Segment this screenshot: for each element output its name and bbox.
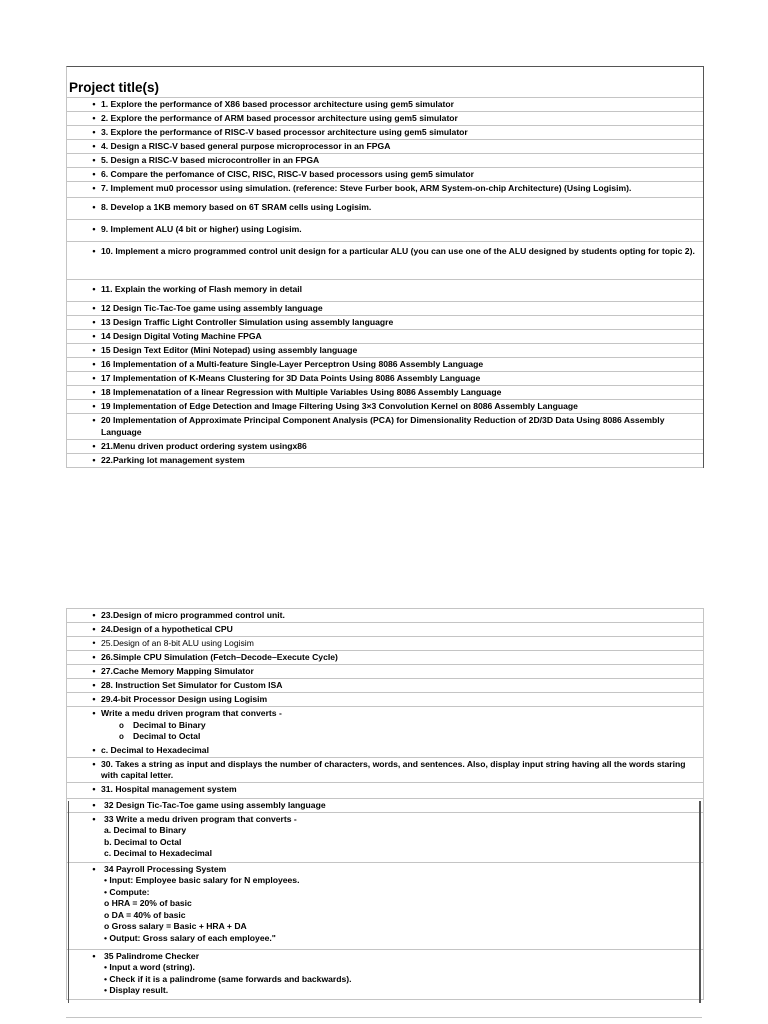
sub-item-text: • Input a word (string).	[104, 962, 195, 972]
bullet-icon: •	[92, 624, 96, 634]
list-item-text: 21.Menu driven product ordering system usingx86	[101, 441, 307, 451]
bullet-icon: •	[92, 799, 96, 810]
list-item	[67, 126, 703, 140]
list-item-text: 18 Implemenatation of a linear Regression with Multiple Variables Using 8086 Assembly Language	[101, 387, 502, 397]
sub-item-text: • Check if it is a palindrome (same forwards and backwards).	[104, 973, 352, 984]
empty-table-row	[66, 1003, 702, 1018]
list-item-text: 3. Explore the performance of RISC-V based processor architecture using gem5 simulator	[101, 127, 468, 137]
bullet-icon: •	[92, 155, 96, 165]
bullet-icon: •	[92, 359, 96, 369]
list-item	[67, 98, 703, 112]
list-item-text: 25.Design of an 8-bit ALU using Logisim	[101, 638, 254, 648]
list-item	[67, 358, 703, 372]
list-item-hex	[67, 744, 703, 758]
sub-item-text: Decimal to Binary	[133, 719, 206, 730]
list-item	[67, 198, 703, 220]
list-item-text: 1. Explore the performance of X86 based processor architecture using gem5 simulator	[101, 99, 454, 109]
list-item-text: 19 Implementation of Edge Detection and Image Filtering Using 3×3 Convolution Kernel on 8086 Assembly Language	[101, 401, 578, 411]
circle-bullet-icon: o	[119, 720, 124, 730]
sub-item-text: b. Decimal to Octal	[104, 836, 182, 847]
list-item-text: 2. Explore the performance of ARM based processor architecture using gem5 simulator	[101, 113, 458, 123]
list-item-text: 9. Implement ALU (4 bit or higher) using Logisim.	[101, 224, 302, 234]
list-item	[67, 330, 703, 344]
list-item-text: c. Decimal to Hexadecimal	[101, 745, 209, 755]
list-item-text: 6. Compare the perfomance of CISC, RISC, RISC-V based processors using gem5 simulator	[101, 169, 474, 179]
bullet-icon: •	[92, 441, 96, 451]
bullet-icon: •	[92, 224, 96, 234]
list-item-text: Write a medu driven program that converts -	[101, 708, 282, 718]
project-titles-heading: Project title(s)	[67, 67, 703, 98]
list-item	[67, 440, 703, 454]
project-list-1	[67, 98, 703, 468]
bullet-icon: •	[92, 680, 96, 690]
bullet-icon: •	[92, 169, 96, 179]
list-item-text: 11. Explain the working of Flash memory in detail	[101, 284, 303, 294]
bullet-icon: •	[92, 708, 96, 718]
list-item-text: 27.Cache Memory Mapping Simulator	[101, 666, 254, 676]
list-item	[67, 168, 703, 182]
bullet-icon: •	[92, 183, 96, 193]
bullet-icon: •	[92, 113, 96, 123]
bullet-icon: •	[92, 638, 96, 648]
sub-item-text: a. Decimal to Binary	[104, 825, 187, 835]
list-item	[67, 140, 703, 154]
bullet-icon: •	[92, 246, 96, 256]
sub-item-text: o DA = 40% of basic	[104, 909, 186, 920]
list-item	[67, 112, 703, 126]
list-item	[67, 414, 703, 440]
list-item	[67, 609, 703, 623]
list-item-text: 22.Parking lot management system	[101, 455, 245, 465]
sub-item-text: o Gross salary = Basic + HRA + DA	[104, 921, 247, 931]
list-item-34	[67, 863, 703, 950]
bullet-icon: •	[92, 813, 96, 824]
sub-item-text: • Output: Gross salary of each employee."	[104, 932, 276, 943]
bullet-icon: •	[92, 950, 96, 961]
list-item-text: 16 Implementation of a Multi-feature Single-Layer Perceptron Using 8086 Assembly Language	[101, 359, 484, 369]
list-item-text: 10. Implement a micro programmed control unit design for a particular ALU (you can use one of the ALU designed by students opting for topic 2).	[101, 246, 695, 256]
list-item	[67, 302, 703, 316]
bullet-icon: •	[92, 345, 96, 355]
list-item	[67, 154, 703, 168]
project-table-2	[66, 608, 704, 1000]
list-item-text: 15 Design Text Editor (Mini Notepad) using assembly language	[101, 345, 358, 355]
list-item	[67, 316, 703, 330]
list-item	[67, 637, 703, 651]
sub-item-text: c. Decimal to Hexadecimal	[104, 848, 212, 858]
list-item-30	[67, 758, 703, 783]
list-item	[67, 665, 703, 679]
bullet-icon: •	[92, 303, 96, 313]
sub-item-text: o HRA = 20% of basic	[104, 898, 192, 908]
list-item-text: 14 Design Digital Voting Machine FPGA	[101, 331, 262, 341]
bullet-icon: •	[92, 99, 96, 109]
list-item	[67, 623, 703, 637]
bullet-icon: •	[92, 783, 96, 794]
list-item-text: 7. Implement mu0 processor using simulation. (reference: Steve Furber book, ARM System-on-chip Architecture) (Using Logisim).	[101, 183, 632, 193]
list-item-text: 34 Payroll Processing System	[104, 863, 227, 874]
list-item-text: 28. Instruction Set Simulator for Custom ISA	[101, 680, 283, 690]
list-item-text: 26.Simple CPU Simulation (Fetch–Decode–Execute Cycle)	[101, 652, 338, 662]
bullet-icon: •	[92, 141, 96, 151]
bullet-icon: •	[92, 863, 96, 874]
list-item-text: 12 Design Tic-Tac-Toe game using assembly language	[101, 303, 323, 313]
project-list-2	[67, 609, 703, 707]
bullet-icon: •	[92, 401, 96, 411]
list-item-text: 31. Hospital management system	[101, 783, 237, 794]
list-item-text: 4. Design a RISC-V based general purpose microprocessor in an FPGA	[101, 141, 391, 151]
bullet-icon: •	[92, 745, 96, 755]
list-item-text: 17 Implementation of K-Means Clustering for 3D Data Points Using 8086 Assembly Language	[101, 373, 481, 383]
bullet-icon: •	[92, 387, 96, 397]
sub-item-text: Decimal to Octal	[133, 731, 201, 741]
bullet-icon: •	[92, 455, 96, 465]
list-item	[67, 693, 703, 707]
list-item-text: 23.Design of micro programmed control unit.	[101, 610, 285, 620]
bullet-icon: •	[92, 694, 96, 704]
list-item-menu-converter	[67, 707, 703, 744]
bullet-icon: •	[92, 666, 96, 676]
list-item-33	[67, 813, 703, 863]
sub-item-text: • Input: Employee basic salary for N employees.	[104, 875, 300, 885]
sub-item-text: • Display result.	[104, 985, 169, 995]
bullet-icon: •	[92, 202, 96, 212]
bullet-icon: •	[92, 415, 96, 425]
list-item-text: 35 Palindrome Checker	[104, 950, 200, 961]
list-item-text: 30. Takes a string as input and displays the number of characters, words, and sentences. Also, display input string having all the words staring with capital letter.	[101, 758, 686, 780]
list-item-text: 20 Implementation of Approximate Principal Component Analysis (PCA) for Dimensionality Reduction of 2D/3D Data Using 8086 Assembly Language	[101, 415, 665, 437]
sub-item-text: • Compute:	[104, 886, 150, 897]
list-item-text: 33 Write a medu driven program that converts -	[104, 813, 297, 824]
bullet-icon: •	[92, 284, 96, 294]
bullet-icon: •	[92, 127, 96, 137]
bullet-icon: •	[92, 317, 96, 327]
circle-bullet-icon: o	[119, 732, 124, 741]
list-item	[67, 372, 703, 386]
list-item-32	[67, 799, 703, 813]
list-item	[67, 280, 703, 302]
bullet-icon: •	[92, 652, 96, 662]
list-item	[67, 182, 703, 198]
project-table-1	[66, 66, 704, 468]
list-item-text: 8. Develop a 1KB memory based on 6T SRAM cells using Logisim.	[101, 202, 372, 212]
bullet-icon: •	[92, 373, 96, 383]
list-item-text: 13 Design Traffic Light Controller Simulation using assembly languagre	[101, 317, 394, 327]
list-item	[67, 386, 703, 400]
list-item	[67, 242, 703, 280]
list-item	[67, 679, 703, 693]
list-item-31	[67, 783, 703, 799]
list-item	[67, 400, 703, 414]
list-item-text: 24.Design of a hypothetical CPU	[101, 624, 233, 634]
list-item	[67, 220, 703, 242]
list-item-text: 29.4-bit Processor Design using Logisim	[101, 694, 268, 704]
list-item-35	[67, 950, 703, 1000]
bullet-icon: •	[92, 610, 96, 620]
list-item	[67, 344, 703, 358]
bullet-icon: •	[92, 331, 96, 341]
list-item-text: 32 Design Tic-Tac-Toe game using assembly language	[104, 799, 326, 810]
list-item	[67, 454, 703, 468]
list-item-text: 5. Design a RISC-V based microcontroller in an FPGA	[101, 155, 320, 165]
list-item	[67, 651, 703, 665]
bullet-icon: •	[92, 758, 96, 769]
